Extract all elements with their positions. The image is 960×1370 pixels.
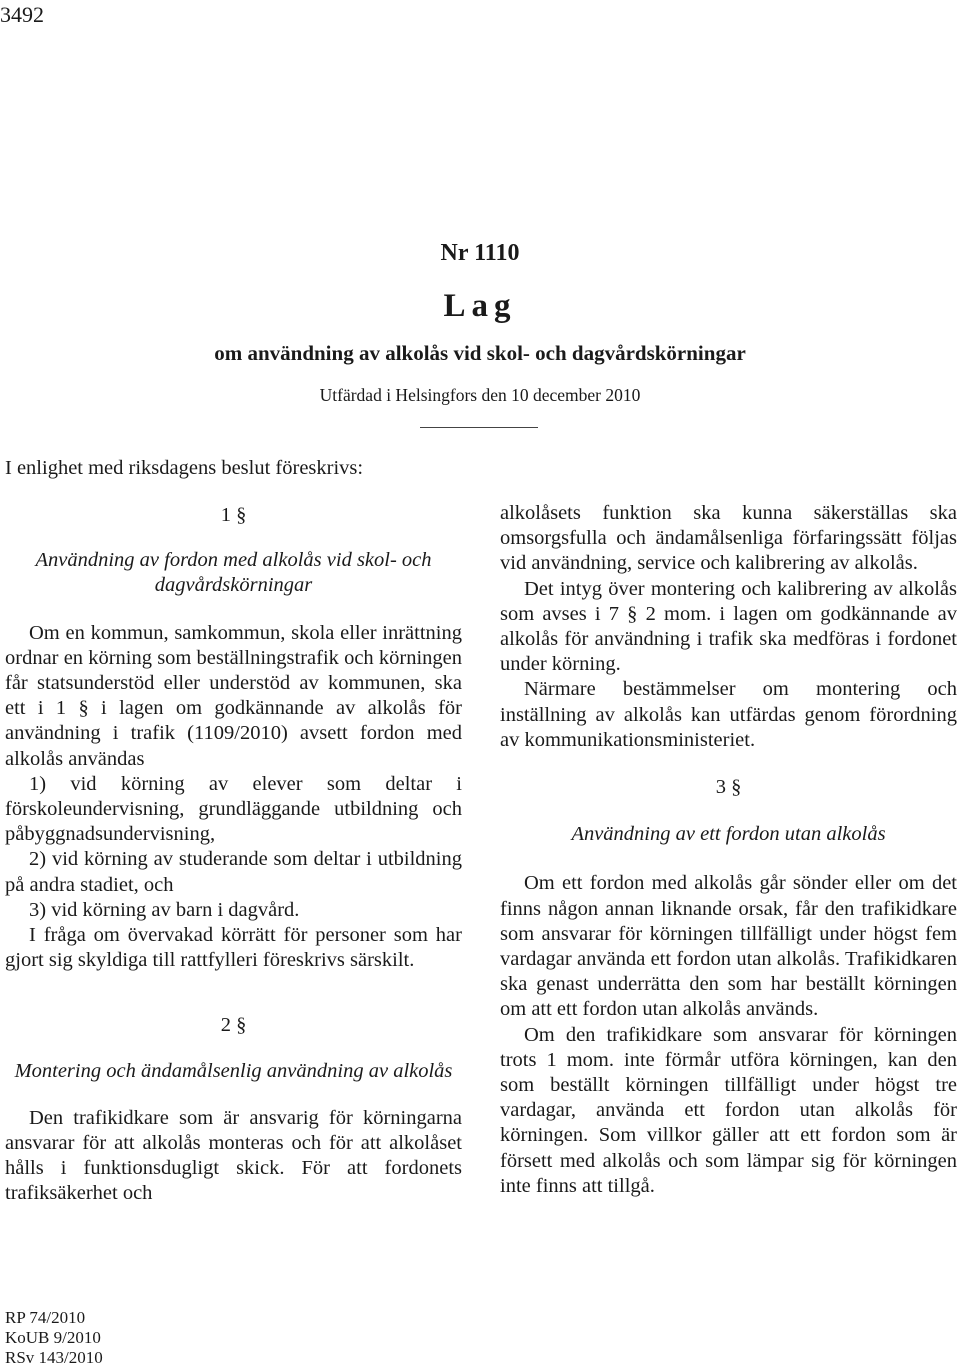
issue-date: Utfärdad i Helsingfors den 10 december 2010 (319, 385, 641, 405)
section-number: 1 § (220, 504, 247, 526)
section-paragraph: Om den trafikidkare som ansvarar för körningen trots 1 mom. inte förmår utföra körningen, kan den som beställt körningen tillfälligt under högst tre vardagar, använda ett fordon utan alkolås för körningen. Som villkor gäller att ett fordon som är försett med alkolås och som lämpar sig för körningen inte finns att tillgå. (500, 1023, 957, 1197)
section-paragraph: 2) vid körning av studerande som deltar i utbildning på andra stadiet, och (5, 848, 462, 896)
header-divider (420, 427, 538, 428)
section-paragraph: Närmare bestämmelser om montering och inställning av alkolås kan utfärdas genom förordning av kommunikationsministeriet. (500, 678, 957, 751)
section-title: Användning av fordon med alkolås vid skol- och dagvårdskörningar (35, 549, 432, 597)
legislative-references (5, 1308, 103, 1368)
section-number: 2 § (220, 1014, 247, 1037)
section-paragraph: Den trafikidkare som är ansvarig för körningarna ansvarar för att alkolås monteras och för att alkolåset hålls i funktionsdugligt skick. För att fordonets trafiksäkerhet och (5, 1106, 462, 1205)
page-number: 3492 (0, 2, 44, 27)
left-column (5, 503, 462, 1207)
section-paragraph: Om ett fordon med alkolås går sönder eller om det finns någon annan liknande orsak, får den trafikidkare som ansvarar för körningen tillfälligt under högst fem vardagar använda ett fordon utan alkolås. Trafikidkaren ska genast underrätta den som har beställt körningen om att ett fordon utan alkolås används. (500, 872, 957, 1021)
statute-title: om användning av alkolås vid skol- och dagvårdskörningar (214, 341, 746, 365)
statute-number: Nr 1110 (440, 240, 520, 266)
reference-item: RP 74/2010 (5, 1308, 86, 1327)
section-paragraph: 1) vid körning av elever som deltar i förskoleundervisning, grundläggande utbildning och påbyggnadsundervisning, (5, 772, 462, 846)
section-paragraph-continued: alkolåsets funktion ska kunna säkerställas ska omsorgsfulla och ändamålsenliga förfaringssätt följas vid användning, service och kalibrering av alkolås. (500, 502, 957, 575)
section-paragraph: I fråga om övervakad körrätt för personer som har gjort sig skyldiga till rattfylleri föreskrivs särskilt. (5, 924, 462, 972)
right-column (500, 501, 957, 1199)
enactment-clause: I enlighet med riksdagens beslut föreskrivs: (5, 457, 364, 479)
reference-item: KoUB 9/2010 (5, 1328, 101, 1347)
section-paragraph: 3) vid körning av barn i dagvård. (29, 898, 300, 921)
section-title: Montering och ändamålsenlig användning av alkolås (14, 1059, 453, 1082)
section-title: Användning av ett fordon utan alkolås (571, 823, 886, 846)
reference-item: RSv 143/2010 (5, 1348, 103, 1367)
section-paragraph: Det intyg över montering och kalibrering av alkolås som avses i 7 § 2 mom. i lagen om godkännande av alkolås för användning i trafik ska medföras i fordonet under körning. (500, 577, 957, 676)
section-paragraph: Om en kommun, samkommun, skola eller inrättning ordnar en körning som beställningstrafik och körningen får statsunderstöd eller understöd av kommunen, ska ett i 1 § i lagen om godkännande av alkolås för användning i trafik (1109/2010) avsett fordon med alkolås användas (5, 621, 462, 770)
statute-kind: Lag (443, 288, 517, 324)
section-number: 3 § (715, 776, 742, 799)
